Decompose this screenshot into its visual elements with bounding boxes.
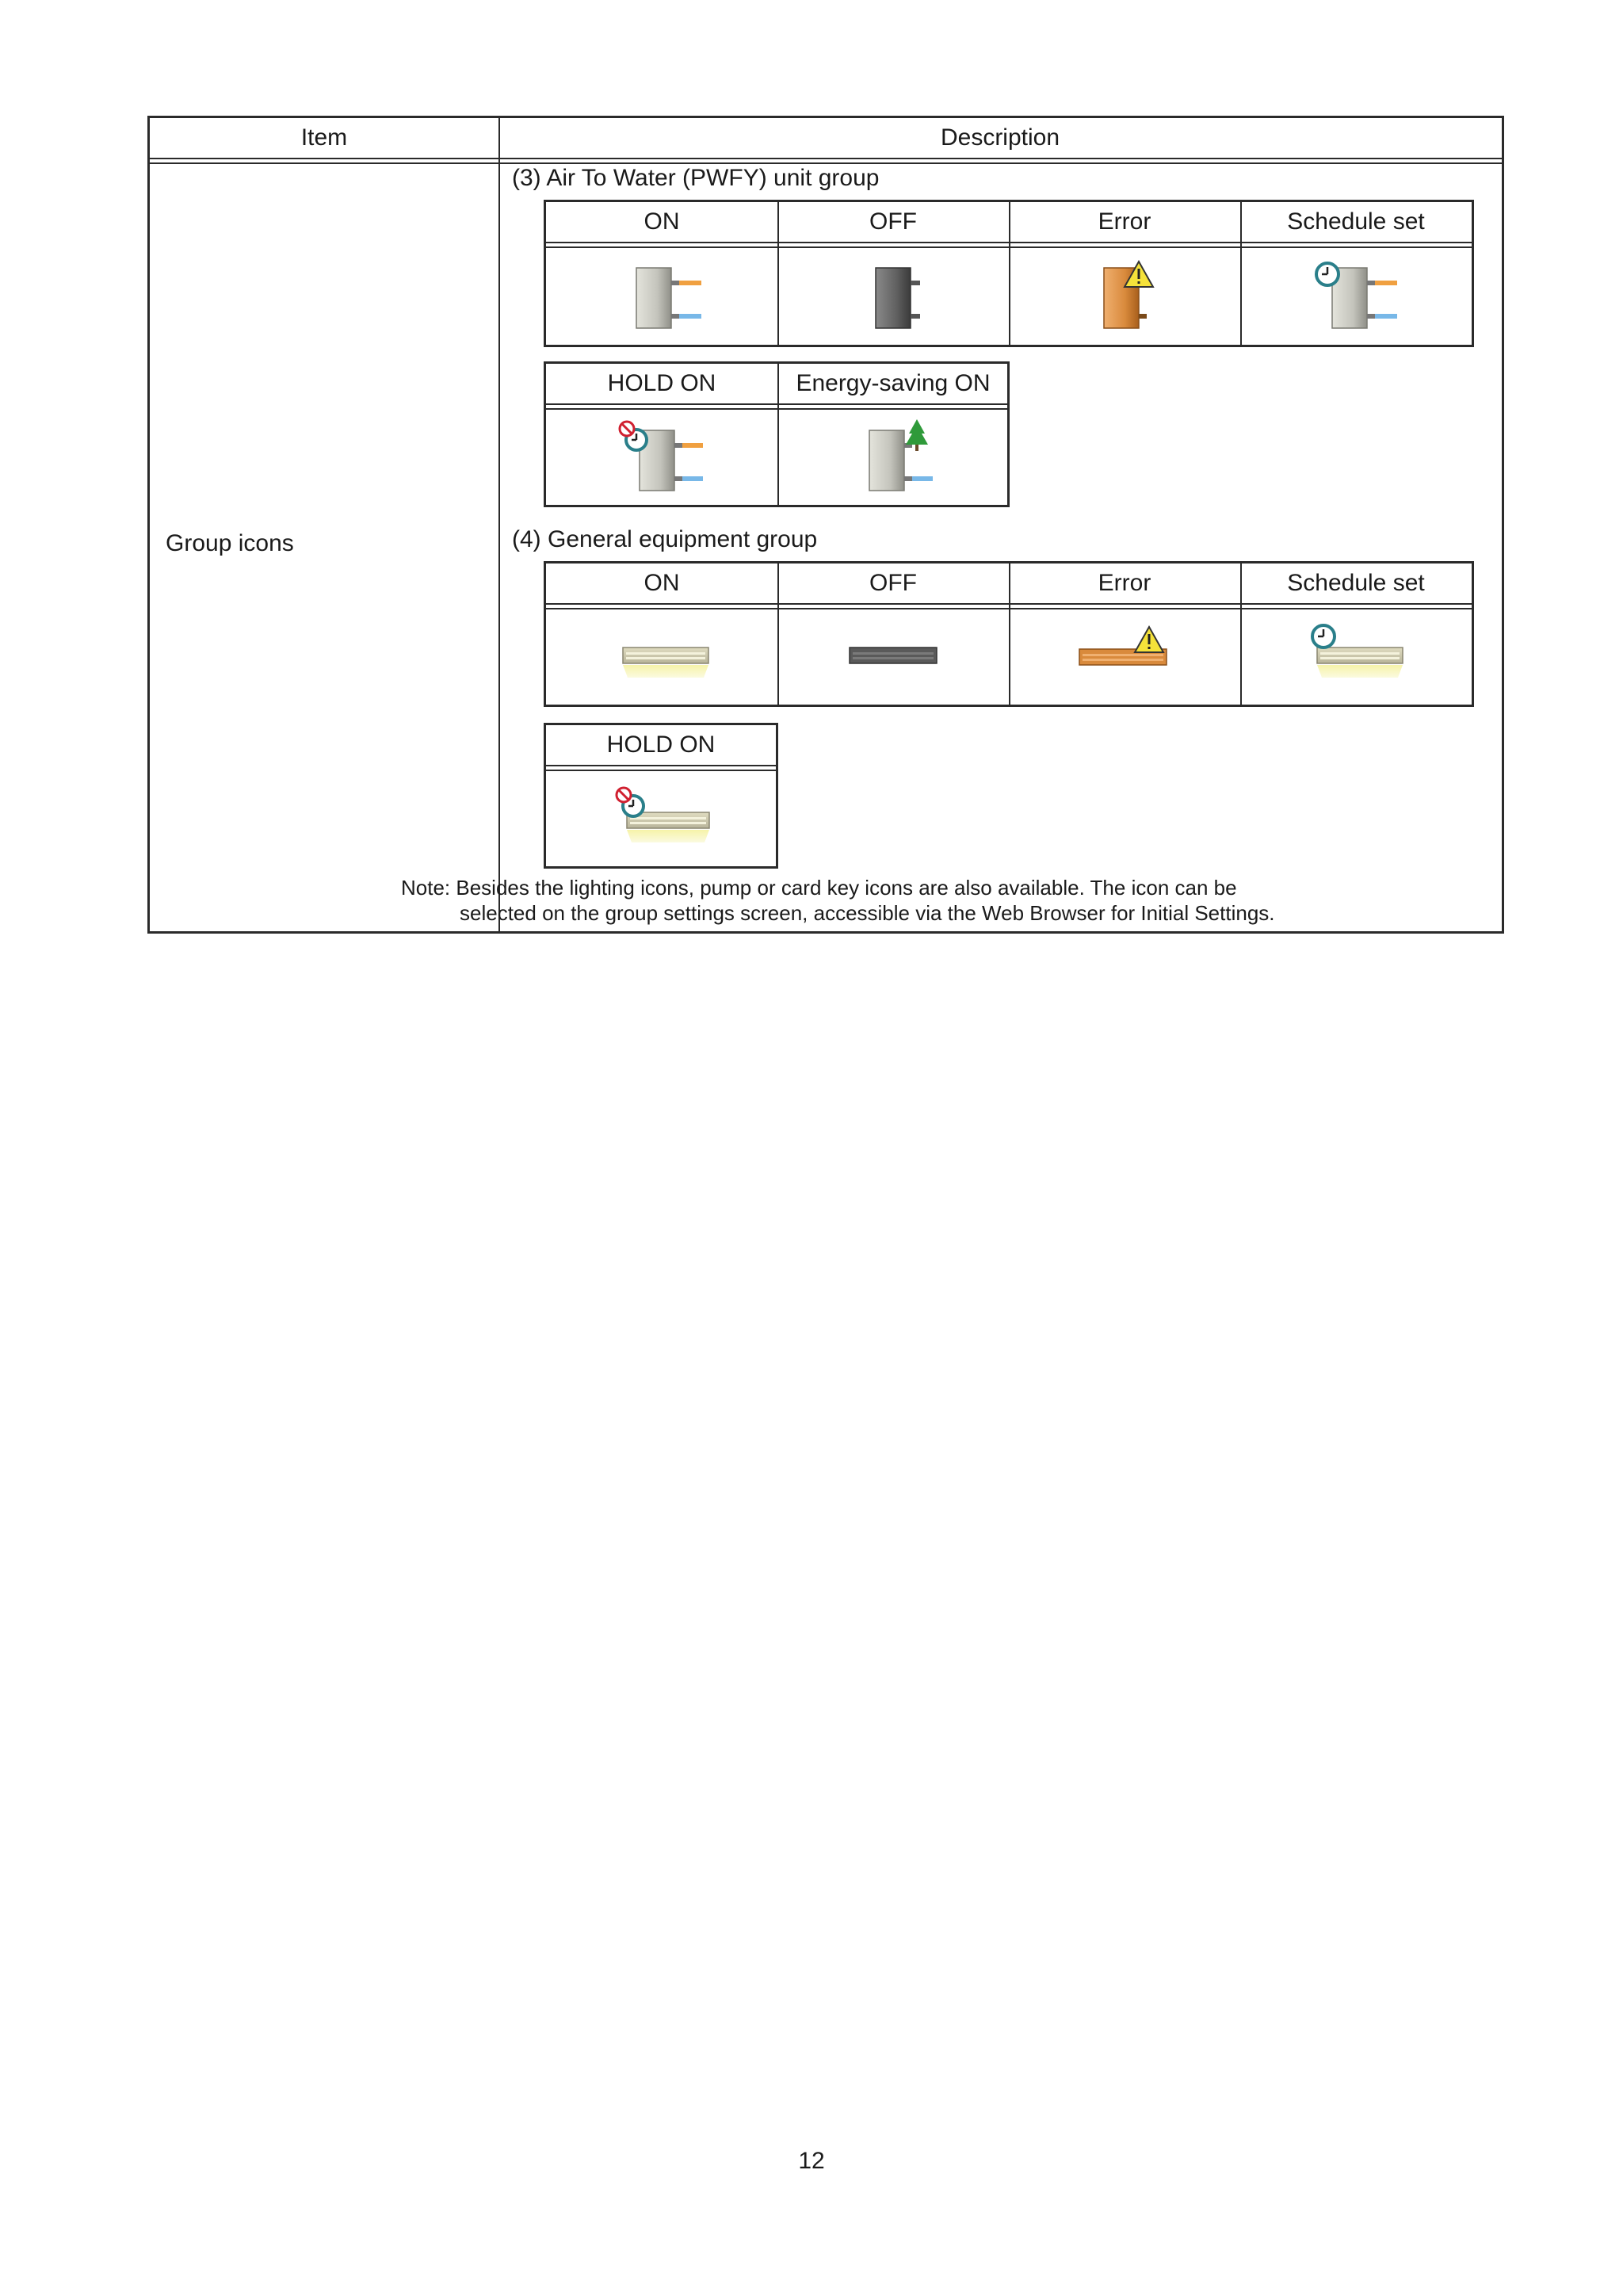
pwfy-col-hold: HOLD ON: [607, 370, 716, 396]
column-divider: [498, 118, 500, 931]
pwfy-col-on: ON: [643, 208, 680, 235]
general-col-hold: HOLD ON: [606, 732, 716, 758]
pwfy-unit-energy-saving-icon: [777, 410, 1009, 505]
general-icon-table-2: [544, 723, 778, 869]
general-col-error: Error: [1098, 570, 1151, 596]
lighting-schedule-icon: [1240, 609, 1472, 705]
pwfy-col-energy-saving: Energy-saving ON: [796, 370, 991, 396]
section-title-pwfy: (3) Air To Water (PWFY) unit group: [512, 165, 880, 191]
general-col-schedule: Schedule set: [1287, 570, 1425, 596]
note-line-1: Note: Besides the lighting icons, pump or card key icons are also available. The icon can be: [401, 876, 1237, 900]
item-label: Group icons: [166, 530, 294, 556]
header-rule: [150, 162, 1502, 164]
note-line-2: selected on the group settings screen, accessible via the Web Browser for Initial Settings.: [460, 901, 1275, 925]
pwfy-unit-on-icon: [546, 248, 777, 345]
general-col-off: OFF: [869, 570, 917, 596]
header-description: Description: [940, 124, 1060, 151]
note: [401, 875, 1275, 926]
pwfy-unit-error-icon: [1009, 248, 1240, 345]
lighting-on-icon: [546, 609, 777, 705]
lighting-off-icon: [777, 609, 1009, 705]
header-rule: [150, 158, 1502, 159]
pwfy-col-schedule: Schedule set: [1287, 208, 1425, 235]
pwfy-icon-table-2: [544, 361, 1010, 507]
header-item: Item: [300, 124, 348, 151]
pwfy-unit-off-icon: [777, 248, 1009, 345]
header-rule: [546, 403, 1007, 405]
pwfy-col-off: OFF: [869, 208, 917, 235]
pwfy-icon-table: [544, 200, 1474, 347]
pwfy-unit-hold-icon: [546, 410, 777, 505]
general-col-on: ON: [643, 570, 680, 596]
header-rule: [546, 765, 776, 766]
lighting-error-icon: [1009, 609, 1240, 705]
section-title-general: (4) General equipment group: [512, 526, 818, 552]
general-icon-table: [544, 561, 1474, 707]
page-number: 12: [798, 2148, 825, 2174]
pwfy-unit-schedule-icon: [1240, 248, 1472, 345]
lighting-hold-icon: [546, 771, 776, 866]
pwfy-col-error: Error: [1098, 208, 1151, 235]
